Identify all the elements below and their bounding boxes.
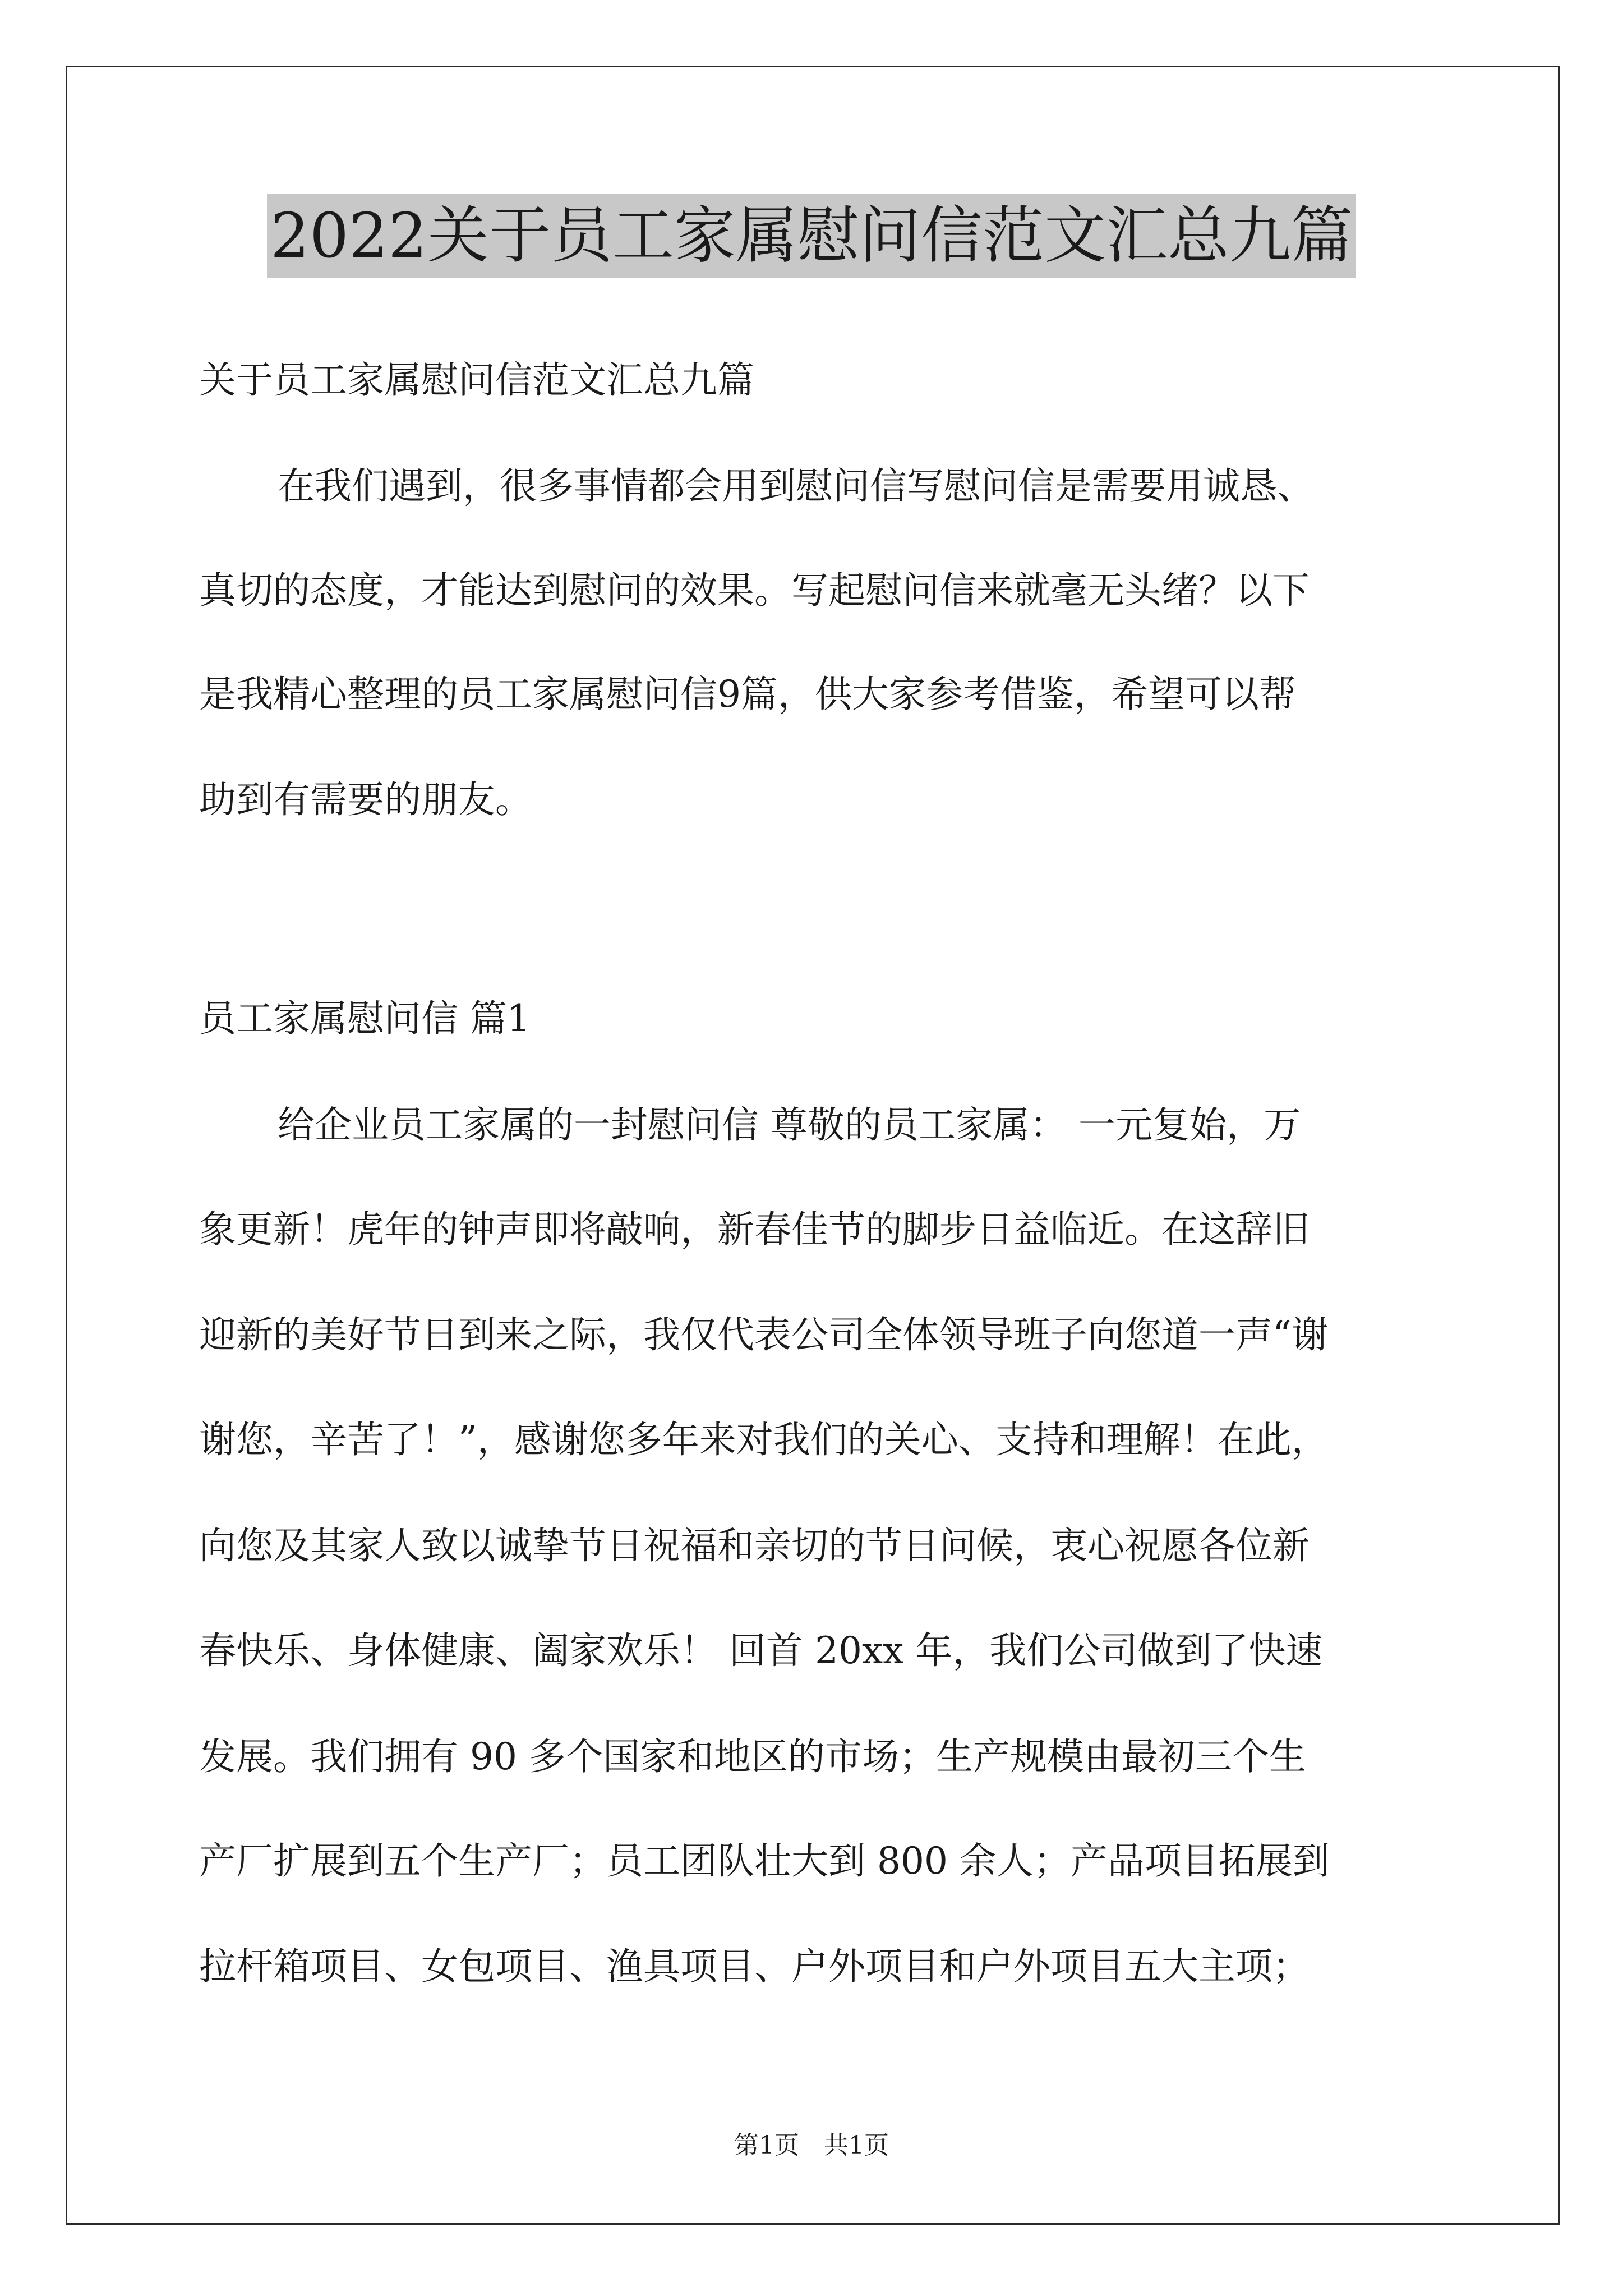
intro-line-1: 在我们遇到，很多事情都会用到慰问信写慰问信是需要用诚恳、: [278, 464, 1314, 508]
body-line-8: 产厂扩展到五个生产厂；员工团队壮大到 800 余人；产品项目拓展到: [199, 1839, 1330, 1883]
body-line-2: 象更新！虎年的钟声即将敲响，新春佳节的脚步日益临近。在这辞旧: [199, 1208, 1310, 1251]
body-line-7: 发展。我们拥有 90 多个国家和地区的市场；生产规模由最初三个生: [199, 1735, 1306, 1778]
body-line-3: 迎新的美好节日到来之际，我仅代表公司全体领导班子向您道一声“谢: [199, 1313, 1329, 1356]
intro-line-3: 是我精心整理的员工家属慰问信9篇，供大家参考借鉴，希望可以帮: [199, 673, 1296, 716]
body-line-1: 给企业员工家属的一封慰问信 尊敬的员工家属： 一元复始，万: [278, 1103, 1301, 1147]
document-subtitle: 关于员工家属慰问信范文汇总九篇: [199, 358, 754, 402]
document-title: 2022关于员工家属慰问信范文汇总九篇: [267, 194, 1356, 278]
section-heading: 员工家属慰问信 篇1: [199, 997, 531, 1040]
title-container: [0, 194, 1623, 278]
intro-line-4: 助到有需要的朋友。: [199, 778, 532, 821]
page-footer: 第1页 共1页: [734, 2131, 889, 2160]
intro-line-2: 真切的态度，才能达到慰问的效果。写起慰问信来就毫无头绪？以下: [199, 569, 1310, 612]
body-line-4: 谢您，辛苦了！”，感谢您多年来对我们的关心、支持和理解！在此，: [199, 1418, 1329, 1461]
body-line-6: 春快乐、身体健康、阖家欢乐！ 回首 20xx 年，我们公司做到了快速: [199, 1629, 1323, 1672]
body-line-9: 拉杆箱项目、女包项目、渔具项目、户外项目和户外项目五大主项；: [199, 1945, 1310, 1988]
body-line-5: 向您及其家人致以诚挚节日祝福和亲切的节日问候，衷心祝愿各位新: [199, 1524, 1310, 1567]
